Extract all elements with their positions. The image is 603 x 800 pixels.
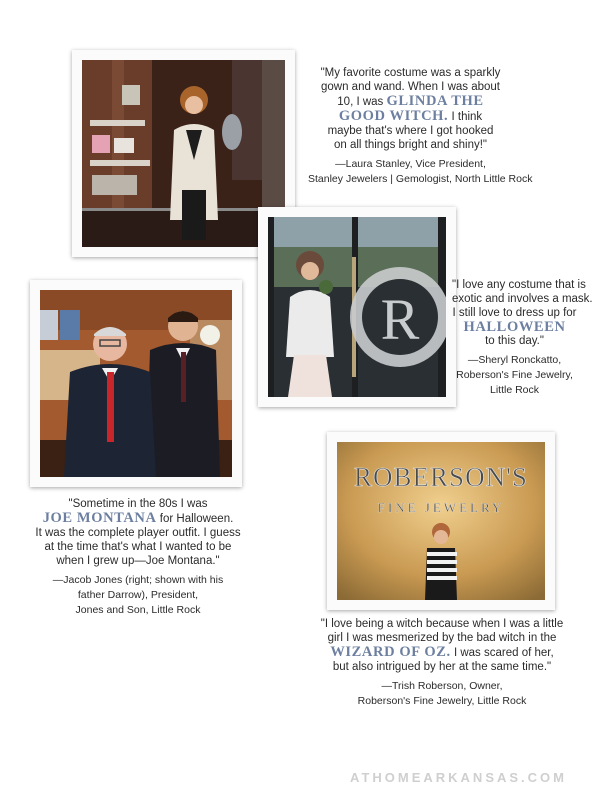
quote-line: but also intrigued by her at the same time."	[332, 661, 552, 673]
quote-laura	[308, 66, 533, 187]
attribution-sheryl: —Sheryl Ronckatto, Roberson's Fine Jewelry, Little Rock	[456, 354, 573, 396]
quote-line: gown and wand. When I was about	[320, 81, 500, 93]
quote-line: on all things bright and shiny!"	[333, 139, 488, 151]
quote-trish	[312, 617, 572, 709]
quote-line: GOOD WITCH. I think	[338, 108, 483, 124]
sign-name: ROBERSON'S	[354, 462, 528, 492]
photo-jacob-jones	[30, 280, 242, 487]
emphasis-wizard-of-oz: WIZARD OF OZ.	[330, 644, 451, 660]
quote-line: at the time that's what I wanted to be	[44, 541, 232, 553]
quote-line: JOE MONTANA for Halloween.	[42, 510, 234, 526]
quote-line: "I love being a witch because when I was a little	[320, 618, 564, 630]
quote-line: maybe that's where I got hooked	[327, 125, 494, 137]
attribution-trish: —Trish Roberson, Owner, Roberson's Fine Jewelry, Little Rock	[357, 680, 527, 707]
emphasis-halloween: HALLOWEEN	[463, 319, 566, 335]
photo-laura-image	[82, 60, 285, 247]
quote-line: exotic and involves a mask.	[452, 293, 593, 305]
emphasis-joe-montana: JOE MONTANA	[42, 510, 157, 526]
door-logo-letter: R	[380, 287, 420, 352]
photo-sheryl-image	[268, 217, 446, 397]
quote-line: when I grew up—Joe Montana."	[56, 555, 220, 567]
photo-sheryl-ronckatto	[258, 207, 456, 407]
quote-line: "My favorite costume was a sparkly	[320, 67, 501, 79]
attribution-laura: —Laura Stanley, Vice President, Stanley Jewelers | Gemologist, North Little Rock	[308, 158, 533, 185]
quote-line: 10, I was GLINDA THE	[337, 93, 484, 109]
quote-jacob	[32, 497, 244, 618]
quote-sheryl	[452, 278, 593, 398]
photo-trish-roberson	[327, 432, 555, 610]
quote-line: WIZARD OF OZ. I was scared of her,	[330, 644, 554, 660]
quote-line: "Sometime in the 80s I was	[68, 498, 208, 510]
quote-line: It was the complete player outfit. I guess	[35, 527, 241, 539]
quote-line: I still love to dress up for	[452, 307, 577, 319]
attribution-jacob: —Jacob Jones (right; shown with his father Darrow), President, Jones and Son, Little Rock	[52, 574, 224, 616]
quote-line: girl I was mesmerized by the bad witch in the	[327, 632, 557, 644]
quote-line: "I love any costume that is	[452, 279, 586, 291]
photo-trish-image	[337, 442, 545, 600]
quote-line: to this day."	[485, 335, 544, 347]
emphasis-glinda-part2: GOOD WITCH.	[338, 108, 449, 124]
photo-jones-image	[40, 290, 232, 477]
footer-site-url: ATHOMEARKANSAS.COM	[350, 770, 567, 785]
sign-subtitle: FINE JEWELRY	[377, 500, 505, 515]
emphasis-glinda-part1: GLINDA THE	[386, 93, 484, 109]
